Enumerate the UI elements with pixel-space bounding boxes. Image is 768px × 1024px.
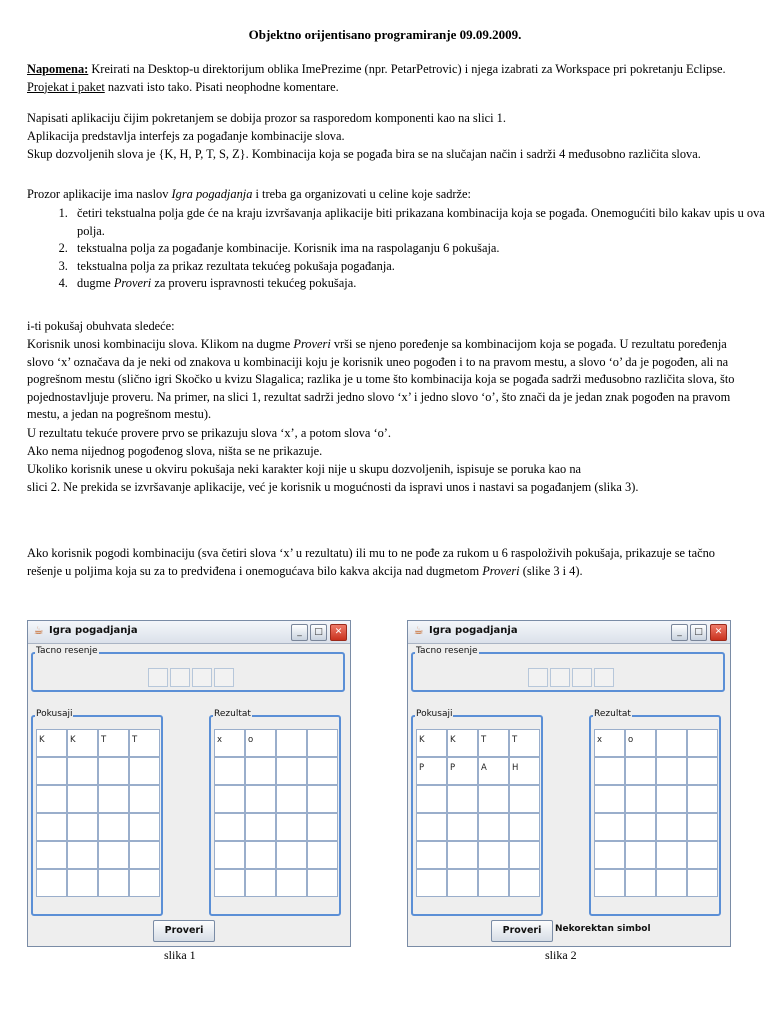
attempt-cell[interactable]	[447, 785, 478, 813]
figure-caption-2: slika 2	[545, 948, 577, 962]
attempt-cell[interactable]	[478, 813, 509, 841]
attempt-cell[interactable]	[509, 785, 540, 813]
attempt-cell[interactable]	[67, 757, 98, 785]
attempt-cell[interactable]	[67, 869, 98, 897]
solution-field	[594, 668, 614, 687]
result-cell[interactable]	[687, 841, 718, 869]
list-item-text: tekstualna polja za pogađanje kombinacije. Korisnik ima na raspolaganju 6 pokušaja.	[77, 241, 500, 255]
final-emphasis: Proveri	[482, 563, 520, 578]
rule-line-2: Ako nema nijednog pogođenog slova, ništa se ne prikazuje.	[27, 444, 323, 458]
attempt-emphasis: Proveri	[293, 337, 331, 351]
result-cell[interactable]	[276, 729, 307, 757]
result-cell[interactable]	[687, 729, 718, 757]
game-window-1	[27, 620, 351, 947]
solution-fields	[148, 668, 236, 687]
result-cell[interactable]	[245, 841, 276, 869]
result-cell[interactable]	[656, 841, 687, 869]
attempt-cell[interactable]	[447, 841, 478, 869]
attempt-cell[interactable]	[478, 785, 509, 813]
list-item-text-end: za proveru ispravnosti tekućeg pokušaja.	[151, 276, 357, 290]
attempt-cell[interactable]: K	[447, 729, 478, 757]
solution-field	[148, 668, 168, 687]
result-cell[interactable]	[214, 813, 245, 841]
attempts-grid	[416, 729, 540, 897]
solution-label: Tacno resenje	[36, 646, 98, 656]
result-cell[interactable]	[687, 785, 718, 813]
intro-line-1: Napisati aplikaciju čijim pokretanjem se dobija prozor sa rasporedom komponenti kao na slici 1.	[27, 111, 506, 125]
note-paragraph	[27, 61, 743, 96]
rule-line-1: U rezultatu tekuće provere prvo se prikazuju slova ‘x’, a potom slova ‘o’.	[27, 426, 392, 440]
attempt-cell[interactable]	[129, 813, 160, 841]
attempt-cell[interactable]	[509, 841, 540, 869]
attempt-cell[interactable]: T	[478, 729, 509, 757]
solution-field	[170, 668, 190, 687]
result-cell[interactable]	[594, 869, 625, 897]
rule-line-4: slici 2. Ne prekida se izvršavanje aplikacije, već je korisnik u mogućnosti da ispravi unos i nastavi sa pogađanjem (slika 3).	[27, 480, 639, 494]
solution-field	[550, 668, 570, 687]
requirements-list	[27, 205, 768, 293]
result-cell[interactable]	[245, 785, 276, 813]
attempt-cell[interactable]: T	[129, 729, 160, 757]
attempt-cell[interactable]	[129, 785, 160, 813]
attempt-cell[interactable]	[36, 813, 67, 841]
attempt-cell[interactable]: T	[509, 729, 540, 757]
attempt-cell[interactable]	[416, 813, 447, 841]
result-cell[interactable]	[594, 841, 625, 869]
note-text-end: nazvati isto tako. Pisati neophodne komentare.	[104, 79, 339, 94]
attempt-paragraph	[27, 336, 743, 424]
intro-line-3: Skup dozvoljenih slova je {K, H, P, T, S, Z}. Kombinacija koja se pogađa bira se na slučajan način i sadrži 4 međusobno različita slova.	[27, 147, 701, 161]
list-item-text: četiri tekstualna polja gde će na kraju izvršavanja aplikacije biti prikazana kombinacija koja se pogađa. Onemogućiti bilo kakav upis u ova polja.	[77, 206, 765, 238]
attempt-cell[interactable]: K	[36, 729, 67, 757]
window-titlebar	[28, 621, 350, 644]
attempt-cell[interactable]: H	[509, 757, 540, 785]
list-item-text: tekstualna polja za prikaz rezultata tekućeg pokušaja pogađanja.	[77, 258, 395, 273]
attempt-cell[interactable]	[509, 869, 540, 897]
java-cup-icon: ☕	[33, 624, 44, 637]
maximize-icon[interactable]: □	[690, 624, 707, 641]
results-label: Rezultat	[214, 709, 251, 719]
solution-group	[411, 646, 725, 692]
result-cell[interactable]	[594, 785, 625, 813]
result-cell[interactable]	[687, 757, 718, 785]
attempt-cell[interactable]	[36, 841, 67, 869]
window-title-line-pre: Prozor aplikacije ima naslov	[27, 187, 172, 201]
proveri-button[interactable]: Proveri	[153, 920, 215, 942]
result-cell[interactable]	[307, 785, 338, 813]
attempt-cell[interactable]	[129, 841, 160, 869]
result-cell[interactable]	[625, 869, 656, 897]
result-cell[interactable]	[687, 813, 718, 841]
result-cell[interactable]: x	[594, 729, 625, 757]
attempt-cell[interactable]	[36, 785, 67, 813]
result-cell[interactable]	[687, 869, 718, 897]
list-item	[71, 275, 768, 293]
result-cell[interactable]: o	[245, 729, 276, 757]
window-titlebar	[408, 621, 730, 644]
attempt-cell[interactable]	[98, 757, 129, 785]
window-title-line	[27, 186, 743, 204]
attempt-text-end: vrši se njeno poređenje sa kombinacijom koja se pogađa. U rezultatu poređenja slovo ‘x’ označava da je neki od znakova u kombinaciji koju je korisnik uneo pogođen i to na pravom mestu, a slovo ‘o’ da je pogođen, ali na pogrešnom mestu (slično igri Skočko u kvizu Slagalica; razlika je u tome što kombinacija koja se pogađa sadrži međusobno različita slova, što pojednostavljuje proveru. Na primer, na slici 1, rezultat sadrži jedno slovo ‘x’ i jedno slovo ‘o’, što znači da je jedan znak pogođen na pravom mestu, a jedan na pogrešnom mestu).	[27, 337, 735, 421]
error-message: Nekorektan simbol	[555, 924, 651, 934]
result-cell[interactable]	[656, 729, 687, 757]
solution-group	[31, 646, 345, 692]
result-cell[interactable]	[214, 841, 245, 869]
attempt-cell[interactable]	[67, 813, 98, 841]
close-icon[interactable]: ✕	[710, 624, 727, 641]
attempt-cell[interactable]	[67, 841, 98, 869]
result-cell[interactable]: o	[625, 729, 656, 757]
window-title-name: Igra pogadjanja	[171, 187, 253, 201]
result-cell[interactable]	[656, 813, 687, 841]
attempt-cell[interactable]: K	[416, 729, 447, 757]
result-cell[interactable]: x	[214, 729, 245, 757]
results-grid	[214, 729, 338, 897]
attempt-cell[interactable]: T	[98, 729, 129, 757]
window-title: Igra pogadjanja	[429, 625, 518, 636]
result-cell[interactable]	[594, 813, 625, 841]
result-cell[interactable]	[276, 869, 307, 897]
result-cell[interactable]	[625, 841, 656, 869]
attempts-group	[31, 709, 163, 916]
result-cell[interactable]	[276, 813, 307, 841]
attempt-cell[interactable]: P	[416, 757, 447, 785]
window-title-line-post: i treba ga organizovati u celine koje sadrže:	[252, 187, 471, 201]
solution-fields	[528, 668, 616, 687]
intro-line-2: Aplikacija predstavlja interfejs za pogađanje kombinacije slova.	[27, 129, 345, 143]
rule-line-3: Ukoliko korisnik unese u okviru pokušaja neki karakter koji nije u skupu dozvoljenih, ispisuje se poruka kao na	[27, 462, 582, 476]
attempt-cell[interactable]	[478, 869, 509, 897]
attempts-label: Pokusaji	[416, 709, 453, 719]
solution-label: Tacno resenje	[416, 646, 478, 656]
list-item	[71, 205, 768, 240]
attempt-text: Korisnik unosi kombinaciju slova. Klikom na dugme	[27, 337, 294, 351]
game-window-2	[407, 620, 731, 947]
attempt-cell[interactable]	[98, 869, 129, 897]
attempt-cell[interactable]	[36, 757, 67, 785]
attempt-cell[interactable]	[98, 841, 129, 869]
project-package-text: Projekat i paket	[27, 79, 105, 94]
result-cell[interactable]	[245, 869, 276, 897]
result-cell[interactable]	[656, 869, 687, 897]
solution-field	[192, 668, 212, 687]
attempt-cell[interactable]	[478, 841, 509, 869]
attempt-cell[interactable]: P	[447, 757, 478, 785]
result-cell[interactable]	[307, 841, 338, 869]
attempt-cell[interactable]	[98, 785, 129, 813]
attempts-grid	[36, 729, 160, 897]
results-group	[209, 709, 341, 916]
results-grid	[594, 729, 718, 897]
attempt-cell[interactable]	[98, 813, 129, 841]
result-cell[interactable]	[307, 813, 338, 841]
list-item-emphasis: Proveri	[113, 276, 152, 290]
window-title: Igra pogadjanja	[49, 625, 138, 636]
attempts-group	[411, 709, 543, 916]
result-cell[interactable]	[214, 869, 245, 897]
proveri-button[interactable]: Proveri	[491, 920, 553, 942]
note-label: Napomena:	[27, 62, 89, 76]
page-title: Objektno orijentisano programiranje 09.09.2009.	[248, 27, 522, 42]
final-paragraph	[27, 545, 743, 580]
attempt-cell[interactable]: A	[478, 757, 509, 785]
minimize-icon[interactable]: _	[291, 624, 308, 641]
result-cell[interactable]	[625, 813, 656, 841]
attempt-cell[interactable]	[129, 757, 160, 785]
java-cup-icon: ☕	[413, 624, 424, 637]
attempt-cell[interactable]	[447, 813, 478, 841]
attempt-cell[interactable]	[67, 785, 98, 813]
result-cell[interactable]	[625, 785, 656, 813]
result-cell[interactable]	[656, 757, 687, 785]
result-cell[interactable]	[214, 757, 245, 785]
result-cell[interactable]	[214, 785, 245, 813]
result-cell[interactable]	[276, 785, 307, 813]
result-cell[interactable]	[307, 757, 338, 785]
attempts-label: Pokusaji	[36, 709, 73, 719]
figure-caption-1: slika 1	[164, 948, 196, 962]
results-group	[589, 709, 721, 916]
result-cell[interactable]	[245, 757, 276, 785]
result-cell[interactable]	[656, 785, 687, 813]
close-icon[interactable]: ✕	[330, 624, 347, 641]
solution-field	[572, 668, 592, 687]
attempt-cell[interactable]	[416, 841, 447, 869]
solution-field	[214, 668, 234, 687]
attempt-cell[interactable]	[416, 869, 447, 897]
list-item	[71, 240, 768, 258]
attempt-cell[interactable]	[509, 813, 540, 841]
minimize-icon[interactable]: _	[671, 624, 688, 641]
attempt-cell[interactable]	[36, 869, 67, 897]
attempt-heading: i-ti pokušaj obuhvata sledeće:	[27, 319, 175, 333]
solution-field	[528, 668, 548, 687]
result-cell[interactable]	[594, 757, 625, 785]
attempt-cell[interactable]	[129, 869, 160, 897]
result-cell[interactable]	[307, 729, 338, 757]
result-cell[interactable]	[307, 869, 338, 897]
result-cell[interactable]	[245, 813, 276, 841]
final-text: Ako korisnik pogodi kombinaciju (sva četiri slova ‘x’ u rezultatu) ili mu to ne pođe za rukom u 6 raspoloživih pokušaja, prikazuje se tačno rešenje u poljima koja su za to predviđena i onemogućava bilo kakva akcija nad dugmetom	[27, 546, 715, 578]
result-cell[interactable]	[625, 757, 656, 785]
result-cell[interactable]	[276, 841, 307, 869]
attempt-cell[interactable]: K	[67, 729, 98, 757]
final-text-end: (slike 3 i 4).	[519, 563, 583, 578]
maximize-icon[interactable]: □	[310, 624, 327, 641]
list-item	[71, 258, 768, 276]
results-label: Rezultat	[594, 709, 631, 719]
attempt-cell[interactable]	[447, 869, 478, 897]
attempt-cell[interactable]	[416, 785, 447, 813]
list-item-text: dugme	[77, 276, 114, 290]
note-text: Kreirati na Desktop-u direktorijum oblika ImePrezime (npr. PetarPetrovic) i njega izabrati za Workspace pri pokretanju Eclipse.	[88, 62, 726, 76]
result-cell[interactable]	[276, 757, 307, 785]
